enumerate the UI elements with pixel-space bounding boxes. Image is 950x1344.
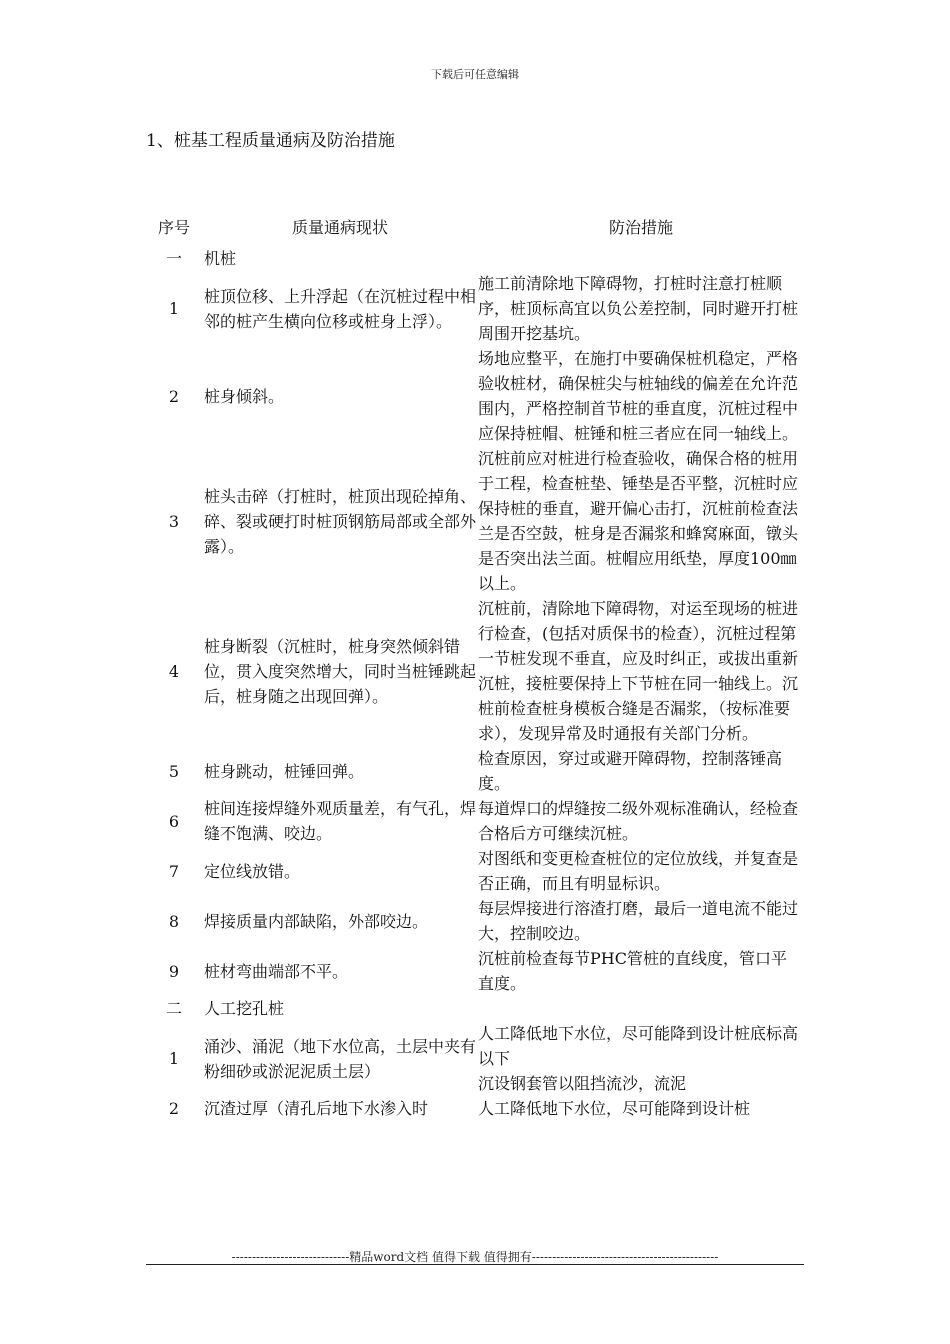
row-symptom: 涌沙、涌泥（地下水位高，土层中夹有粉细砂或淤泥泥质土层） <box>204 1036 477 1081</box>
row-measure: 施工前清除地下障碍物，打桩时注意打桩顺序，桩顶标高宜以负公差控制，同时避开打桩周围开挖基坑。 <box>478 274 799 343</box>
row-measure: 每层焊接进行溶渣打磨，最后一道电流不能过大，控制咬边。 <box>478 899 799 943</box>
table-row <box>146 1096 804 1121</box>
table-row <box>146 596 804 746</box>
row-measure: 人工降低地下水位，尽可能降到设计桩底标高以下 沉设钢套管以阻挡流沙，流泥 <box>478 1024 799 1093</box>
table-header-row <box>146 215 804 246</box>
section-row <box>146 246 804 271</box>
page-header: 下载后可任意编辑 <box>431 68 519 81</box>
header-symptom: 质量通病现状 <box>291 218 388 237</box>
table-row <box>146 846 804 896</box>
row-measure: 每道焊口的焊缝按二级外观标准确认，经检查合格后方可继续沉桩。 <box>478 799 799 843</box>
table-row <box>146 1021 804 1096</box>
row-symptom: 定位线放错。 <box>204 861 301 881</box>
row-index: 6 <box>168 811 180 831</box>
page-footer: -----------------------------精品word文档 值得下载 值得拥有---------------------------------------------- <box>231 1250 719 1264</box>
table-row <box>146 446 804 596</box>
row-index: 3 <box>168 511 180 531</box>
table-row <box>146 346 804 446</box>
header-measure: 防治措施 <box>608 218 673 237</box>
row-index: 7 <box>168 861 180 881</box>
row-symptom: 焊接质量内部缺陷，外部咬边。 <box>204 911 429 931</box>
section-row <box>146 996 804 1021</box>
row-measure <box>478 996 804 1021</box>
row-index: 一 <box>165 249 182 268</box>
row-symptom: 桩材弯曲端部不平。 <box>204 961 349 981</box>
row-measure: 检查原因，穿过或避开障碍物，控制落锤高度。 <box>478 749 783 793</box>
row-measure: 沉桩前检查每节PHC管桩的直线度，管口平直度。 <box>478 949 787 993</box>
row-measure: 沉桩前，清除地下障碍物，对运至现场的桩进行检查，(包括对质保书的检查），沉桩过程第一节桩发现不垂直，应及时纠正，或拔出重新沉桩，接桩要保持上下节桩在同一轴线上。沉桩前检查桩身模板合缝是否漏浆，（按标准要求），发现异常及时通报有关部门分析。 <box>478 599 799 743</box>
table-row <box>146 946 804 996</box>
header-index: 序号 <box>157 218 190 237</box>
row-index: 1 <box>168 1049 180 1068</box>
row-measure <box>478 246 804 271</box>
row-index: 9 <box>168 961 180 981</box>
row-symptom: 桩身断裂（沉桩时，桩身突然倾斜错位，贯入度突然增大，同时当桩锤跳起后，桩身随之出现回弹）。 <box>204 636 477 706</box>
row-index: 2 <box>168 386 180 406</box>
table-row <box>146 746 804 796</box>
row-symptom: 机桩 <box>204 249 237 268</box>
row-index: 8 <box>168 911 180 931</box>
row-symptom: 桩间连接焊缝外观质量差，有气孔，焊缝不饱满、咬边。 <box>204 799 477 843</box>
table-row <box>146 271 804 346</box>
row-measure: 人工降低地下水位，尽可能降到设计桩 <box>478 1099 751 1118</box>
table-row <box>146 796 804 846</box>
row-index: 5 <box>168 761 180 781</box>
row-symptom: 沉渣过厚（清孔后地下水渗入时 <box>204 1099 429 1118</box>
row-symptom: 桩身跳动，桩锤回弹。 <box>204 761 365 781</box>
row-measure: 沉桩前应对桩进行检查验收，确保合格的桩用于工程，检查桩垫、锤垫是否平整，沉桩时应保持桩的垂直，避开偏心击打，沉桩前检查法兰是否空鼓，桩身是否漏浆和蜂窝麻面，镦头是否突出法兰面。桩帽应用纸垫，厚度100㎜以上。 <box>478 449 799 593</box>
row-measure: 场地应整平，在施打中要确保桩机稳定，严格验收桩材，确保桩尖与桩轴线的偏差在允许范围内，严格控制首节桩的垂直度，沉桩过程中应保持桩帽、桩锤和桩三者应在同一轴线上。 <box>478 349 799 443</box>
row-measure: 对图纸和变更检查桩位的定位放线，并复查是否正确，而且有明显标识。 <box>478 849 799 893</box>
row-index: 二 <box>165 999 182 1018</box>
footer-divider <box>146 1264 804 1265</box>
row-index: 1 <box>168 299 180 318</box>
document-title: 1、桩基工程质量通病及防治措施 <box>146 131 395 151</box>
quality-issues-table <box>146 215 804 1121</box>
table-row <box>146 896 804 946</box>
row-symptom: 桩头击碎（打桩时，桩顶出现砼掉角、碎、裂或硬打时桩顶钢筋局部或全部外露）。 <box>204 486 477 556</box>
row-symptom: 桩身倾斜。 <box>204 386 285 406</box>
row-symptom: 人工挖孔桩 <box>204 999 285 1018</box>
row-symptom: 桩顶位移、上升浮起（在沉桩过程中相邻的桩产生横向位移或桩身上浮）。 <box>204 286 477 331</box>
row-index: 4 <box>168 661 180 681</box>
row-index: 2 <box>168 1099 180 1118</box>
